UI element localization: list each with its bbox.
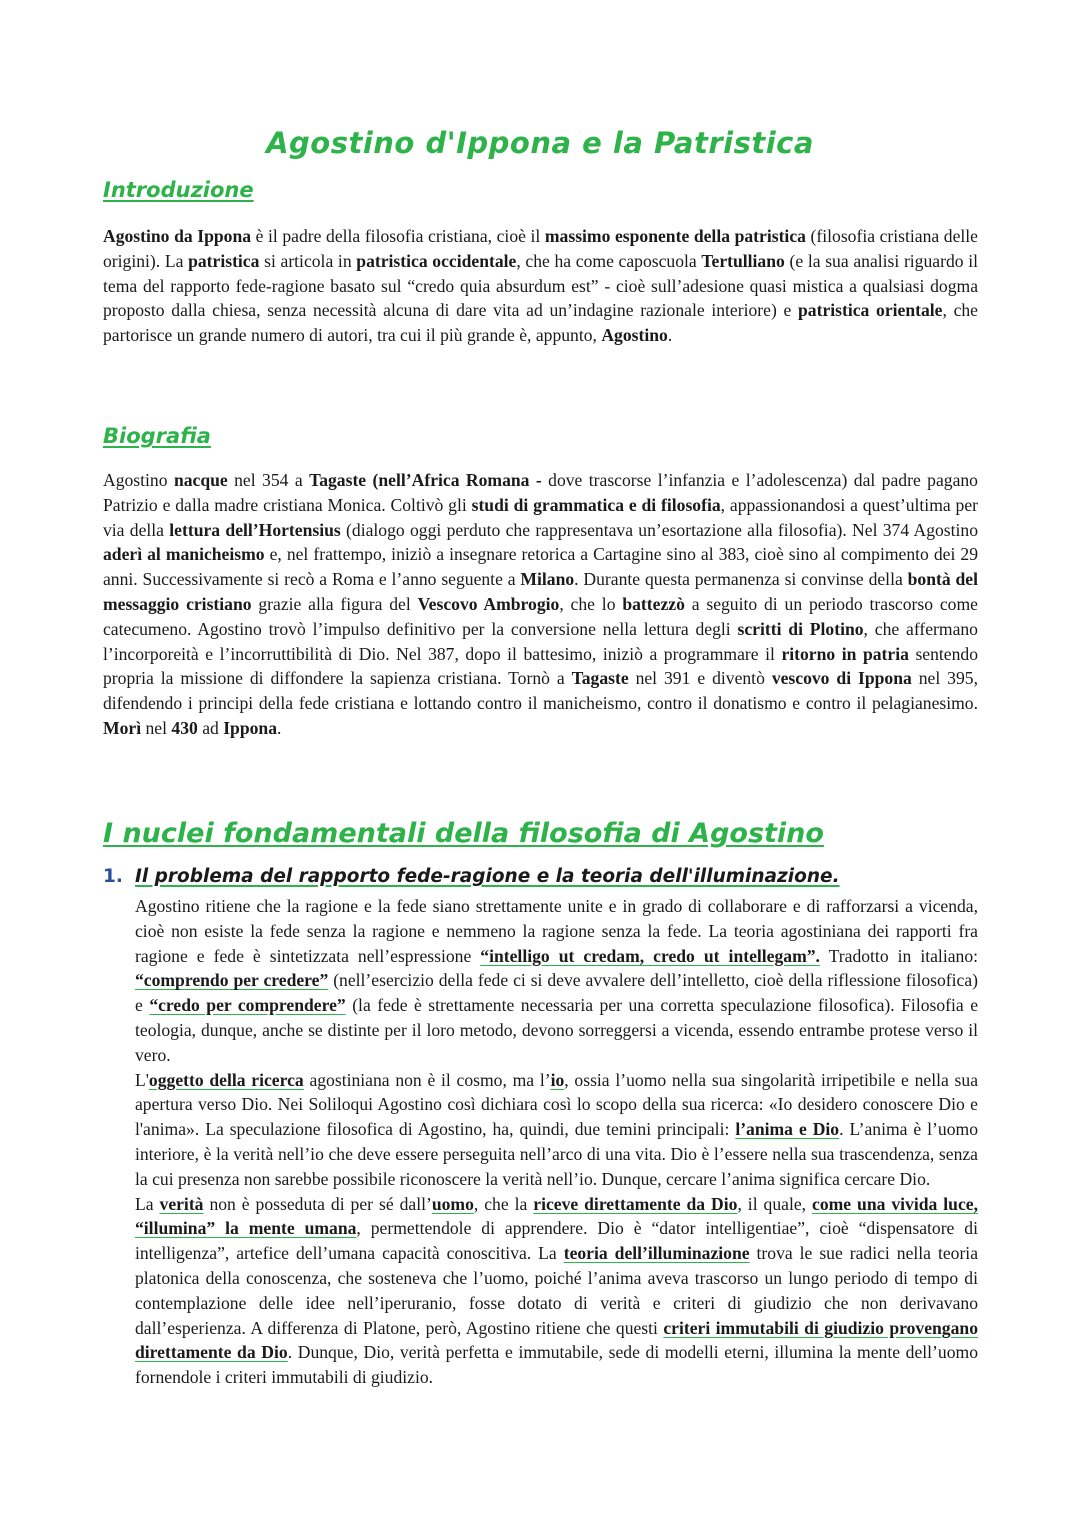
text-run: (la fede è strettamente necessaria per una corretta speculazione filosofica). Filosofia e teologia, dunque, anche se distinte per il loro metodo, devono sorreggersi a vicenda, essendo entrambe protese verso il vero. [135, 995, 978, 1065]
underlined-term: oggetto della ricerca [148, 1069, 304, 1090]
underlined-term: verità [159, 1193, 204, 1214]
bold-term: patristica [188, 250, 260, 271]
nuclei-paragraph [135, 1192, 978, 1390]
text-run: (e la sua analisi riguardo il tema del rapporto fede-ragione basato sul “credo quia absurdum est” - cioè sull’adesione quasi mistica a qualsiasi dogma proposto dalla chiesa, senza necessità alcuna di dare vita ad un’indagine razionale interiore) e [103, 250, 978, 321]
bold-term: Tagaste [571, 668, 629, 689]
text-run: Tradotto in italiano: [819, 945, 979, 966]
text-run: si articola in [259, 250, 357, 271]
bold-term: Tertulliano [701, 250, 785, 271]
text-run: Agostino [103, 470, 174, 490]
underlined-term: riceve direttamente da Dio [533, 1193, 738, 1214]
underlined-term: io [550, 1069, 565, 1090]
underlined-term: uomo [431, 1193, 474, 1214]
section-heading-biografia: Biografia [103, 424, 211, 448]
text-run: , permettendole di apprendere. Dio è “dator intelligentiae”, cioè “dispensatore di intelligenza”, artefice dell’umana capacità conoscitiva. La [135, 1218, 978, 1264]
text-run: . L’anima è l’uomo interiore, è la verità nell’io che deve essere perseguita nell’arco di una vita. Dio è l’essere nella sua trascendenza, senza la cui presenza non sarebbe possibile riconoscere la verità nell’io. Dunque, cercare l’anima significa cercare Dio. [135, 1119, 978, 1189]
text-run: nel 354 a [227, 470, 310, 490]
section-heading-introduzione: Introduzione [103, 178, 254, 202]
bold-term: scritti di Plotino [737, 618, 864, 639]
bold-term: Vescovo Ambrogio [417, 593, 560, 614]
text-run: ad [197, 717, 224, 738]
text-run: , che lo [559, 593, 623, 614]
text-run: nel [141, 717, 172, 738]
list-number: 1. [103, 866, 123, 887]
bold-term: patristica occidentale [356, 250, 517, 271]
text-run: L' [135, 1069, 149, 1090]
text-run: è il padre della filosofia cristiana, cioè il [251, 226, 545, 246]
text-run: , che partorisce un grande numero di autori, tra cui il più grande è, appunto, [103, 300, 978, 346]
subsection-heading-fede-ragione [103, 866, 983, 887]
text-run: , che ha come caposcuola [516, 250, 702, 271]
bold-term: aderì al manicheismo [103, 544, 265, 565]
text-run: (nell’esercizio della fede ci si deve avvalere dell’intelletto, cioè della riflessione filosofica) e [135, 970, 978, 1016]
underlined-term: come una vivida luce, “illumina” la mente umana [135, 1193, 978, 1239]
text-run: , ossia l’uomo nella sua singolarità irripetibile e nella sua apertura verso Dio. Nei Soliloqui Agostino così dichiara così lo scopo della sua ricerca: «Io desidero conoscere Dio e l'anima». La speculazione filosofica di Agostino, ha, quindi, due temini principali: [135, 1069, 978, 1140]
text-run: non è posseduta di per sé dall’ [203, 1193, 432, 1214]
bold-term: Agostino [601, 325, 668, 346]
bold-term: battezzò [622, 593, 685, 614]
underlined-term: l’anima e Dio [735, 1119, 840, 1140]
underlined-term: criteri immutabili di giudizio provengano direttamente da Dio [135, 1317, 978, 1363]
underlined-term: “comprendo per credere” [135, 970, 329, 991]
subsection-title: Il problema del rapporto fede-ragione e la teoria dell'illuminazione. [135, 866, 840, 887]
text-run: . Dunque, Dio, verità perfetta e immutabile, sede di modelli eterni, illumina la mente dell’uomo fornendole i criteri immutabili di giudizio. [135, 1342, 978, 1388]
underlined-term: “intelligo ut credam, credo ut intellegam”. [480, 945, 820, 966]
text-run: (filosofia cristiana delle origini). La [103, 226, 978, 271]
bold-term: Agostino da Ippona [103, 226, 252, 246]
text-run: Agostino ritiene che la ragione e la fede siano strettamente unite e in grado di collaborare e di rafforzarsi a vicenda, cioè non esiste la fede senza la ragione e nemmeno la ragione senza la fede. La teoria agostiniana dei rapporti fra ragione e fede è sintetizzata nell’espressione [135, 896, 978, 966]
bold-term: Tagaste (nell’Africa Romana - [309, 470, 542, 490]
text-run: dove trascorse l’infanzia e l’adolescenza) dal padre pagano Patrizio e dalla madre cristiana Monica. Coltivò gli [103, 470, 978, 515]
text-run: e, nel frattempo, iniziò a insegnare retorica a Cartagine sino al 383, cioè sino al compimento dei 29 anni. Successivamente si recò a Roma e l’anno seguente a [103, 544, 978, 590]
bold-term: Morì [103, 717, 142, 738]
bold-term: Milano [520, 569, 575, 590]
bold-term: nacque [173, 470, 228, 490]
bold-term: studi di grammatica e di filosofia [471, 494, 721, 515]
nuclei-paragraph [135, 894, 978, 1068]
text-run: . [667, 325, 673, 346]
text-run: La [135, 1193, 160, 1214]
text-run: , il quale, [737, 1193, 813, 1214]
text-run: (dialogo oggi perduto che rappresentava un’esortazione alla filosofia). Nel 374 Agostino [340, 519, 979, 540]
intro-paragraph [103, 224, 978, 348]
bold-term: vescovo di Ippona [771, 668, 912, 689]
bold-term: massimo esponente della patristica [544, 226, 806, 246]
text-run: . Durante questa permanenza si convinse della [574, 569, 908, 590]
text-run: , che la [473, 1193, 534, 1214]
nuclei-paragraph [135, 1068, 978, 1192]
page-title: Agostino d'Ippona e la Patristica [266, 126, 814, 160]
biography-paragraph [103, 468, 978, 741]
text-run: grazie alla figura del [251, 593, 418, 614]
bold-term: bontà del messaggio cristiano [103, 569, 978, 614]
text-run: trova le sue radici nella teoria platonica della conoscenza, che sosteneva che l’uomo, poiché l’anima aveva trascorso un lungo periodo di tempo di contemplazione delle idee nell’iperuranio, fosse dotato di verità e criteri di giudizio che non derivavano dall’esperienza. A differenza di Platone, però, Agostino ritiene che questi [135, 1243, 979, 1338]
bold-term: Ippona [223, 717, 277, 738]
bold-term: ritorno in patria [781, 643, 909, 664]
underlined-term: teoria dell’illuminazione [563, 1243, 750, 1264]
text-run: , che affermano l’incorporeità e l’incorruttibilità di Dio. Nel 387, dopo il battesimo, iniziò a programmare il [103, 618, 978, 664]
nuclei-body [135, 894, 978, 1390]
bold-term: 430 [171, 717, 198, 738]
section-heading-nuclei: I nuclei fondamentali della filosofia di Agostino [103, 818, 824, 849]
text-run: . [277, 717, 282, 738]
text-run: nel 391 e diventò [628, 668, 772, 689]
bold-term: lettura dell’Hortensius [169, 519, 341, 540]
text-run: , appassionandosi a quest’ultima per via della [103, 494, 979, 540]
text-run: sentendo propria la missione di diffondere la sapienza cristiana. Tornò a [103, 643, 978, 689]
bold-term: patristica orientale [798, 300, 943, 321]
underlined-term: “credo per comprendere” [149, 995, 346, 1016]
text-run: a seguito di un periodo trascorso come catecumeno. Agostino trovò l’impulso definitivo per la conversione nella lettura degli [103, 593, 978, 639]
text-run: nel 395, difendendo i principi della fede cristiana e lottando contro il manicheismo, contro il donatismo e contro il pelagianesimo. [103, 668, 978, 714]
text-run: agostiniana non è il cosmo, ma l’ [303, 1069, 551, 1090]
